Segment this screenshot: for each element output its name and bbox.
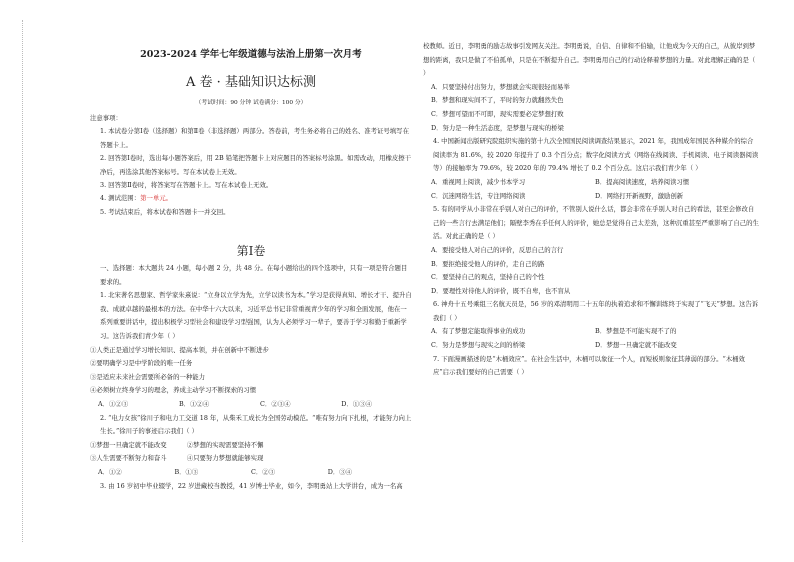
question-2-item: ④只要努力梦想就能够实现 [186, 454, 264, 463]
question-1-stem: 1. 北宋著名思想家、哲学家朱熹说：“立身以立学为先，立学以读书为本。”学习是获得真知、增长才干、提升自我、成就卓越的最根本的方法。在中华十六大以来，习近平总书记非常重视青少年的学习和全面发展，他在一系列重要讲话中，提出积极学习型社会和建设学习型强国，认为人必须学习一辈子，要善于学习和勤于重新学习。这告诉我们青少年（ ） [100, 291, 412, 340]
question-2-item: ②梦想的实现需要坚持不懈 [186, 440, 264, 449]
option: C．沉迷网络生活，专注网络阅读 [431, 191, 526, 200]
option: D．①③④ [341, 399, 372, 408]
option: A．①②③ [98, 399, 129, 408]
option: B．①②④ [178, 399, 210, 408]
option: A．重视网上阅读，减少书本学习 [431, 177, 526, 186]
exam-title: 2023-2024 学年七年级道德与法治上册第一次月考 [140, 49, 362, 60]
note-item: 2. 回答第Ⅰ卷时，选出每小题答案后，用 2B 铅笔把答题卡上对应题目的答案标号涂黑。如需改动，用橡皮擦干净后，再选涂其他答案标号。写在本试卷上无效。 [100, 154, 412, 176]
note-item-range: 4. 测试范围：第一单元。 [100, 194, 173, 203]
exam-subtitle: A 卷 · 基础知识达标测 [186, 75, 316, 90]
question-4-options-row [423, 176, 759, 190]
question-3-option: D．努力是一种生活态度，是梦想与现实的桥梁 [431, 123, 564, 132]
question-3-option: A．只要坚持付出努力，梦想就会实现很轻而易举 [431, 82, 570, 91]
exam-meta: （考试时间：90 分钟 试卷满分：100 分） [195, 100, 307, 106]
question-7-stem: 7. 下面漫画描述的是“木桶效应”。在社会生活中，木桶可以象征一个人，而短板则象征其薄弱的部分。“木桶效应”启示我们要好的自己需要（ ） [433, 354, 745, 377]
question-6-stem: 6. 神舟十五号乘组三名航天员是，56 岁的邓清明用二十五年的执着追求和不懈训练终于实现了“飞天”梦想。这告诉我们（ ） [433, 300, 759, 322]
note-item: 5. 考试结束后，将本试卷和答题卡一并交回。 [100, 207, 230, 216]
question-2-stem: 2. “电力女孩”徐川子和电力工交道 18 年，从柴禾工成长为全国劳动模范。“唯有努力向下扎根，才能努力向上生长。”徐川子的事迹启示我们（ ） [100, 413, 412, 436]
notes-heading: 注意事项： [90, 114, 122, 122]
option: B．梦想是不可能实现不了的 [595, 327, 677, 336]
option: C．②③ [250, 467, 276, 476]
question-1-item: ③是适应未来社会需要所必备的一种能力 [90, 372, 206, 381]
question-3-stem: 3. 由 16 岁初中毕业辍学，22 岁进藏校当教授，41 岁博士毕业，如今，李明勇站上大学讲台，成为一名高 [100, 481, 403, 490]
question-5-option: D．要理性对待他人的评价，既不自卑，也不盲从 [431, 286, 571, 295]
part1-heading: 第Ⅰ卷 [236, 244, 266, 258]
question-2-options [90, 466, 412, 480]
question-3-option: B．梦想和现实间不了，平时的努力就翻然失色 [431, 96, 564, 105]
question-6-options-row [423, 339, 759, 353]
question-2-items-row [90, 452, 412, 466]
question-2-item: ①梦想一旦确定就不能改变 [90, 440, 167, 449]
section-instructions: 一、选择题：本大题共 24 小题，每小题 2 分，共 48 分。在每小题给出的四个选项中，只有一项是符合题目要求的。 [100, 264, 408, 286]
option: B．①③ [174, 467, 199, 476]
question-4-stem: 4. 中国新闻出版研究院组织实施的第十九次全国国民阅读调查结果显示，2021 年，我国成年国民各种媒介的综合阅读率为 81.6%，较 2020 年提升了 0.3 个百分点；数字化阅读方式（网络在线阅读、手机阅读、电子阅读器阅读等）的接触率为 79.6%，较 2020 年的 79.4% 增长了 0.2 个百分点。这启示我们青少年（ ） [433, 137, 759, 173]
option: C．努力是梦想与现实之间的桥梁 [431, 341, 526, 350]
question-6-options-row [423, 325, 759, 339]
binding-line [22, 20, 23, 542]
notes-section [90, 112, 412, 219]
option: B．提高阅读速度，培养阅读习惯 [595, 177, 690, 186]
questions-left-column [90, 262, 412, 493]
question-4-options-row [423, 190, 759, 204]
question-5-option: A．要接受他人对自己的评价，反思自己的言行 [431, 245, 564, 254]
question-5-option: C．要坚持自己的观点，坚持自己的个性 [431, 273, 545, 282]
question-1-options [90, 398, 412, 412]
question-5-option: B．要拒绝接受他人的评价，走自己的路 [431, 259, 545, 268]
questions-right-column [423, 40, 759, 380]
question-3-option: C．梦想可望而不可即，现实需要必定梦想打败 [431, 109, 564, 118]
question-1-item: ②要明确学习是中学阶段的唯一任务 [90, 359, 193, 368]
note-item: 3. 回答第Ⅱ卷时，将答案写在答题卡上。写在本试卷上无效。 [100, 181, 273, 190]
question-5-stem: 5. 有的同学从小非常在乎别人对自己的评价，不管别人说什么话，都会非常在乎别人对自己的看法，甚至会修改自己的一些言行去满足他们；隔壁李秀在乎任何人的评价，她总是觉得自己太差劲，这种沉重甚至严重影响了自己的生活。对此正确的是（ ） [433, 205, 759, 241]
option: D．网络打开新视野，激励创新 [595, 191, 684, 200]
question-2-items-row [90, 439, 412, 453]
question-1-item: ①人类正是通过学习增长知识、提高本领，并在创新中不断进步 [90, 345, 269, 354]
note-item: 1. 本试卷分第Ⅰ卷（选择题）和第Ⅱ卷（非选择题）两部分。答卷前，考生务必将自己的姓名、准考证号填写在答题卡上。 [100, 127, 409, 149]
option: D．梦想一旦确定就不能改变 [595, 341, 677, 350]
question-1-item: ④必须树立终身学习的理念，养成主动学习不断探索的习惯 [90, 386, 257, 395]
test-range: 第一单元。 [140, 194, 173, 203]
option: C．②③④ [260, 399, 291, 408]
question-3-continued: 校教师。近日，李明勇的励志故事引发网友关注。李明勇说，自信、自律和不伯输，让他成为今天的自己，从彼岸到梦想的距离，我只是做了不伯孤单，只是在不断提升自己。李明勇用自己的行动诠释着梦想的力量。对此理解正确的是（ ） [423, 42, 756, 78]
option: D．③④ [327, 467, 352, 476]
option: A．①② [98, 467, 122, 476]
question-2-item: ③人生需要不断努力和奋斗 [90, 454, 167, 463]
option: A．有了梦想定能取得事业的成功 [431, 327, 526, 336]
